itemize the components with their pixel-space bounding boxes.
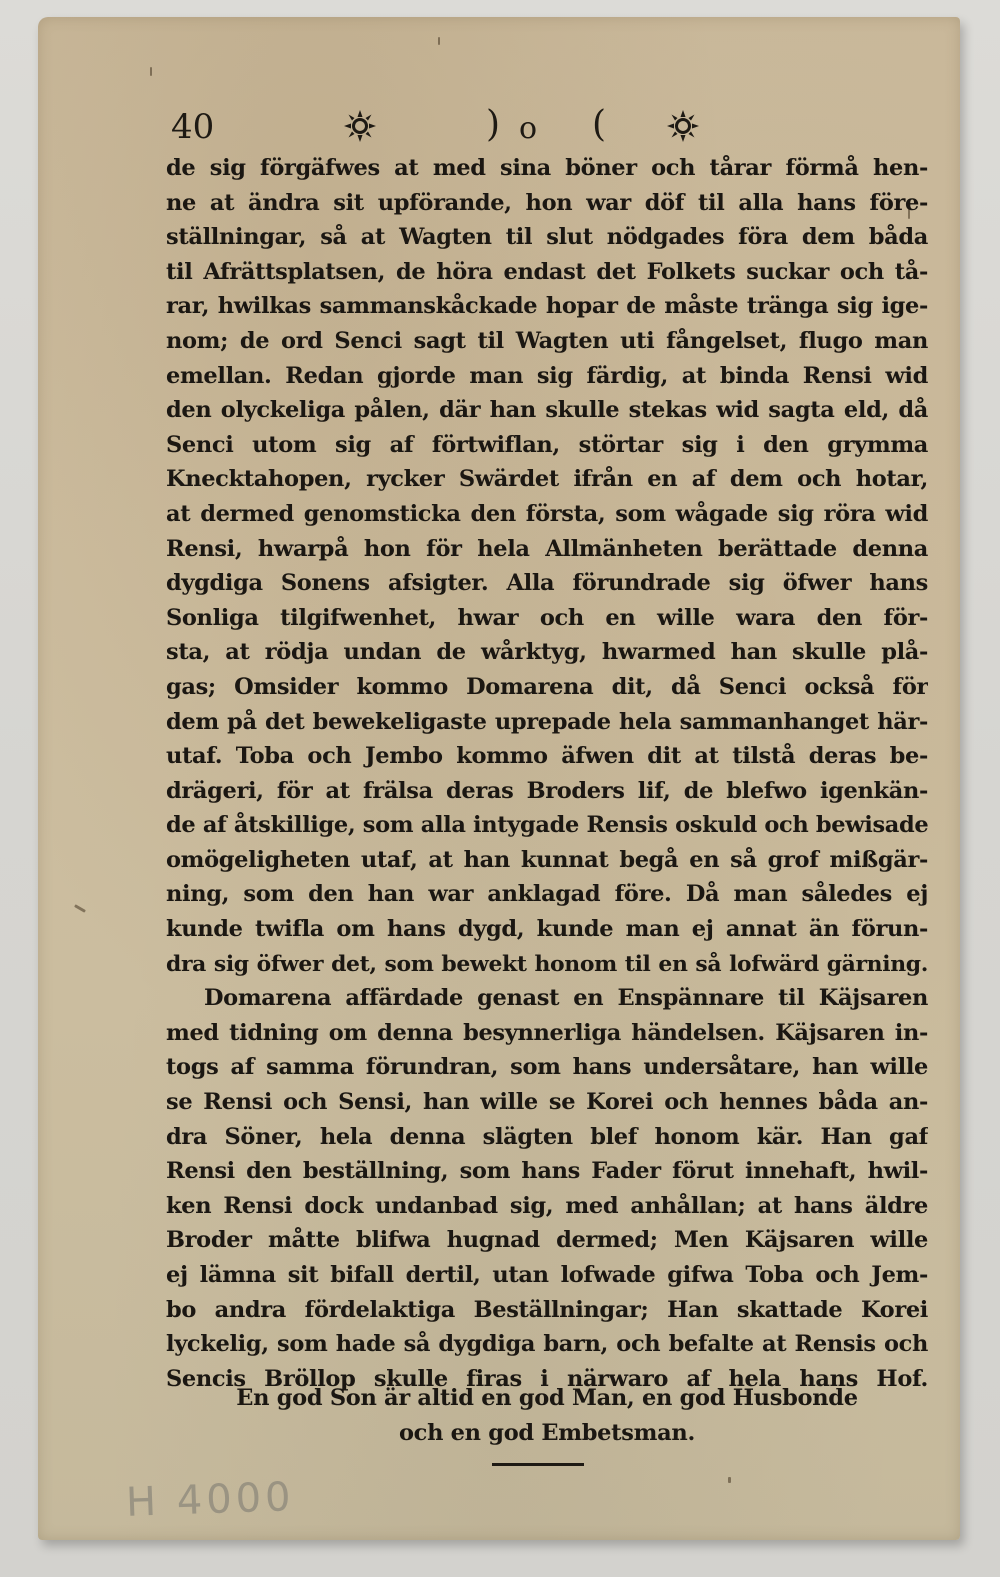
text-line: drägeri, för at frälsa deras Broders lif, de blefwo igenkän- bbox=[166, 777, 928, 804]
text-line: Rensi den beställning, som hans Fader förut innehaft, hwil- bbox=[166, 1158, 928, 1185]
text-line: kunde twifla om hans dygd, kunde man ej annat än förun- bbox=[166, 916, 928, 943]
text-line: nom; de ord Senci sagt til Wagten uti fångelset, flugo man bbox=[166, 327, 928, 354]
text-line: dygdiga Sonens afsigter. Alla förundrade sig öfwer hans bbox=[166, 570, 928, 597]
text-line: ej lämna sit bifall dertil, utan lofwade gifwa Toba och Jem- bbox=[166, 1262, 928, 1288]
text-line: med tidning om denna besynnerliga händelsen. Käjsaren in- bbox=[166, 1019, 928, 1046]
paper-speck bbox=[74, 904, 86, 913]
header-paren-open: ) bbox=[486, 104, 501, 145]
paper-speck bbox=[150, 67, 152, 76]
page-header bbox=[38, 105, 960, 149]
text-line: Rensi, hwarpå hon för hela Allmänheten berättade denna bbox=[166, 535, 928, 562]
text-line: de af åtskillige, som alla intygade Rensis oskuld och bewisade bbox=[166, 812, 928, 839]
text-line: Senci utom sig af förtwiflan, störtar sig i den grymma bbox=[166, 431, 928, 458]
text-line: gas; Omsider kommo Domarena dit, då Senci också för bbox=[166, 673, 928, 700]
text-line: til Afrättsplatsen, de höra endast det Folkets suckar och tå- bbox=[166, 258, 928, 285]
text-line: utaf. Toba och Jembo kommo äfwen dit at tilstå deras be- bbox=[166, 743, 928, 770]
book-page bbox=[38, 17, 960, 1540]
text-line: ken Rensi dock undanbad sig, med anhållan; at hans äldre bbox=[166, 1192, 928, 1219]
text-line: omögeligheten utaf, at han kunnat begå en så grof mißgär- bbox=[166, 846, 928, 873]
text-line: dra Söner, hela denna slägten blef honom kär. Han gaf bbox=[166, 1123, 928, 1150]
ornament-icon bbox=[343, 109, 377, 143]
text-line: Sonliga tilgifwenhet, hwar och en wille wara den för- bbox=[166, 604, 928, 631]
paragraph bbox=[166, 981, 928, 1396]
end-rule bbox=[492, 1463, 584, 1466]
paper-speck bbox=[728, 1477, 731, 1483]
text-line: Domarena affärdade genast en Enspännare til Käjsaren bbox=[204, 985, 928, 1012]
pencil-shelfmark: H 4000 bbox=[125, 1474, 296, 1526]
text-line: dra sig öfwer det, som bewekt honom til en så lofwärd gärning. bbox=[166, 950, 928, 977]
body-text bbox=[166, 151, 928, 1396]
text-line: Knecktahopen, rycker Swärdet ifrån en af dem och hotar, bbox=[166, 466, 928, 493]
text-line: emellan. Redan gjorde man sig färdig, at binda Rensi wid bbox=[166, 362, 928, 389]
text-line: den olyckeliga pålen, där han skulle stekas wid sagta eld, då bbox=[166, 397, 928, 424]
closing-line: En god Son är altid en god Man, en god Husbonde bbox=[236, 1385, 858, 1411]
text-line: ne at ändra sit upförande, hon war döf til alla hans före- bbox=[166, 189, 928, 216]
text-line: rar, hwilkas sammanskåckade hopar de måste tränga sig ige- bbox=[166, 293, 928, 320]
text-line: lyckelig, som hade så dygdiga barn, och befalte at Rensis och bbox=[166, 1331, 928, 1358]
closing-maxim bbox=[166, 1381, 928, 1450]
text-line: togs af samma förundran, som hans undersåtare, han wille bbox=[166, 1054, 928, 1081]
text-line: at dermed genomsticka den första, som wågade sig röra wid bbox=[166, 500, 928, 527]
text-line: Sencis Bröllop skulle firas i närwaro af hela hans Hof. bbox=[166, 1365, 928, 1392]
text-line: de sig förgäfwes at med sina böner och tårar förmå hen- bbox=[166, 155, 928, 181]
text-line: bo andra fördelaktiga Beställningar; Han skattade Korei bbox=[166, 1296, 928, 1323]
text-line: dem på det bewekeligaste uprepade hela sammanhanget här- bbox=[166, 708, 928, 735]
closing-line: och en god Embetsman. bbox=[398, 1419, 696, 1446]
text-line: ning, som den han war anklagad före. Då man således ej bbox=[166, 881, 928, 908]
paragraph bbox=[166, 151, 928, 981]
text-line: Broder måtte blifwa hugnad dermed; Men Käjsaren wille bbox=[166, 1227, 928, 1254]
header-circle: o bbox=[519, 111, 538, 146]
header-paren-close: ( bbox=[592, 104, 607, 145]
text-line: se Rensi och Sensi, han wille se Korei och hennes båda an- bbox=[166, 1089, 928, 1116]
text-line: sta, at rödja undan de wårktyg, hwarmed han skulle plå- bbox=[166, 639, 928, 666]
ornament-icon bbox=[666, 109, 700, 143]
page-number: 40 bbox=[171, 107, 215, 147]
text-line: ställningar, så at Wagten til slut nödgades föra dem båda bbox=[166, 224, 928, 251]
paper-speck bbox=[438, 37, 440, 45]
